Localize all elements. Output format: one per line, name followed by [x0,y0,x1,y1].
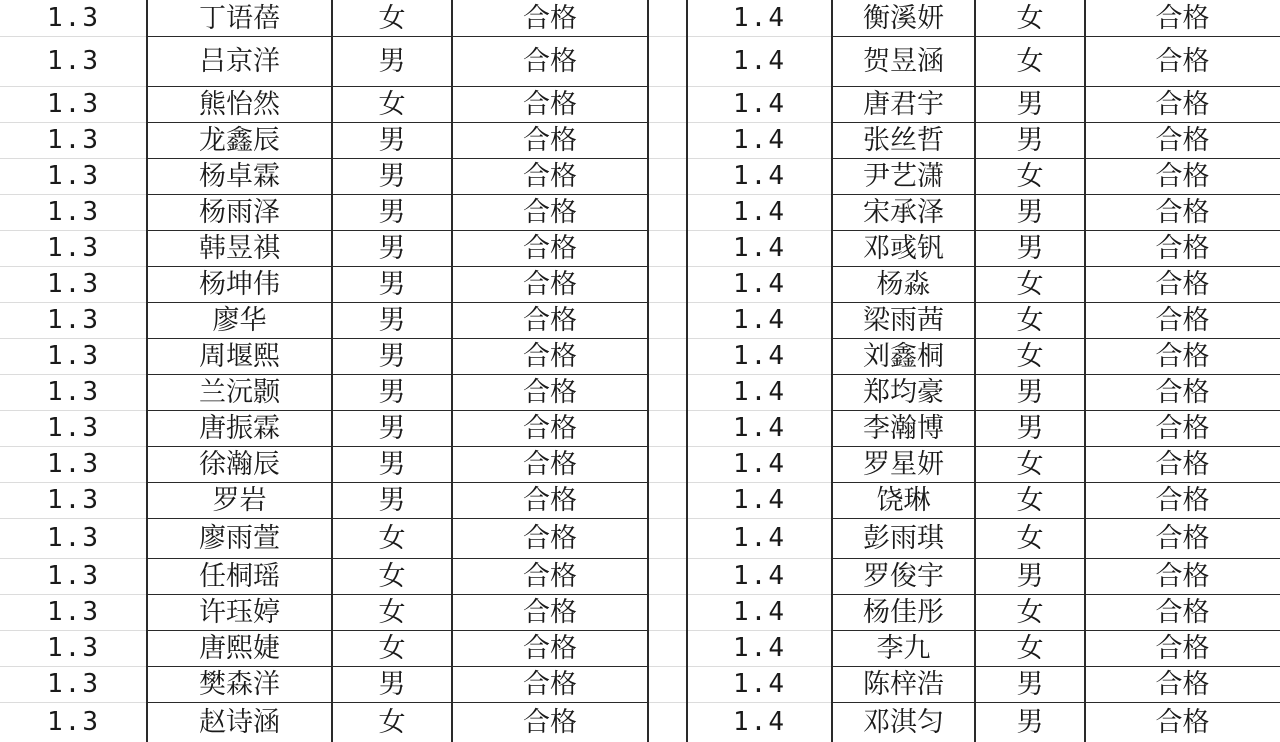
left-cell-name: 龙鑫辰 [199,124,280,156]
row-border [832,122,1280,123]
left-cell-class: 1.3 [47,197,100,227]
right-table-row [0,36,1280,86]
right-cell-class: 1.4 [733,161,786,191]
right-cell-class: 1.4 [733,341,786,371]
left-cell-class: 1.3 [47,341,100,371]
left-cell-name: 任桐瑶 [199,560,280,592]
right-cell-gender: 男 [1016,376,1044,408]
column-border [331,0,333,742]
right-table-row [0,374,1280,410]
right-cell-result: 合格 [1155,632,1210,664]
right-cell-result: 合格 [1155,412,1210,444]
left-cell-gender: 女 [378,522,406,554]
row-border [147,86,648,87]
left-cell-result: 合格 [523,412,577,444]
left-cell-class: 1.3 [47,46,100,76]
row-border [147,194,648,195]
right-cell-gender: 女 [1016,448,1044,480]
right-cell-gender: 女 [1016,268,1044,300]
right-cell-class: 1.4 [733,633,786,663]
column-border [647,0,649,742]
right-cell-gender: 女 [1016,596,1044,628]
left-cell-name: 吕京洋 [199,45,280,77]
right-table-row [0,666,1280,702]
left-cell-name: 赵诗涵 [199,706,280,738]
left-cell-gender: 男 [378,232,406,264]
right-cell-gender: 男 [1016,560,1044,592]
left-cell-name: 杨卓霖 [199,160,280,192]
left-cell-gender: 男 [378,340,406,372]
right-table-row [0,594,1280,630]
right-cell-result: 合格 [1155,522,1210,554]
right-table-row [0,0,1280,36]
left-cell-class: 1.3 [47,305,100,335]
row-border [147,594,648,595]
right-cell-class: 1.4 [733,197,786,227]
left-cell-gender: 女 [378,706,406,738]
right-table-row [0,302,1280,338]
column-border [1084,0,1086,742]
row-border [147,410,648,411]
row-border [147,518,648,519]
right-cell-gender: 男 [1016,412,1044,444]
right-cell-result: 合格 [1155,268,1210,300]
column-border [974,0,976,742]
left-cell-result: 合格 [523,45,577,77]
left-cell-class: 1.3 [47,633,100,663]
right-cell-class: 1.4 [733,46,786,76]
row-border [832,666,1280,667]
right-cell-class: 1.4 [733,413,786,443]
right-cell-gender: 男 [1016,88,1044,120]
left-cell-name: 杨雨泽 [199,196,280,228]
row-border [147,122,648,123]
left-cell-name: 唐熙婕 [199,632,280,664]
left-cell-result: 合格 [523,484,577,516]
left-cell-name: 廖华 [212,304,267,336]
left-cell-gender: 女 [378,596,406,628]
right-cell-class: 1.4 [733,707,786,737]
left-cell-class: 1.3 [47,707,100,737]
right-cell-result: 合格 [1155,304,1210,336]
right-cell-result: 合格 [1155,560,1210,592]
column-border [146,0,148,742]
right-table-row [0,230,1280,266]
right-cell-gender: 女 [1016,160,1044,192]
right-table-row [0,630,1280,666]
left-cell-result: 合格 [523,560,577,592]
row-border [832,36,1280,37]
right-cell-class: 1.4 [733,523,786,553]
left-cell-name: 韩昱祺 [199,232,280,264]
left-cell-result: 合格 [523,232,577,264]
left-cell-result: 合格 [523,340,577,372]
right-cell-name: 张丝哲 [863,124,944,156]
left-cell-name: 杨坤伟 [199,268,280,300]
right-cell-gender: 女 [1016,522,1044,554]
left-cell-gender: 男 [378,124,406,156]
left-cell-name: 兰沅颢 [199,376,280,408]
right-cell-result: 合格 [1155,596,1210,628]
left-cell-result: 合格 [523,304,577,336]
row-border [147,446,648,447]
right-cell-gender: 男 [1016,706,1044,738]
right-cell-class: 1.4 [733,669,786,699]
right-cell-result: 合格 [1155,160,1210,192]
right-cell-result: 合格 [1155,196,1210,228]
left-cell-name: 廖雨萱 [199,522,280,554]
row-border [832,158,1280,159]
right-cell-gender: 女 [1016,45,1044,77]
left-cell-class: 1.3 [47,449,100,479]
left-cell-result: 合格 [523,668,577,700]
left-cell-class: 1.3 [47,561,100,591]
right-table-row [0,158,1280,194]
right-cell-result: 合格 [1155,88,1210,120]
row-border [832,194,1280,195]
left-cell-name: 熊怡然 [199,88,280,120]
row-border [832,594,1280,595]
right-cell-result: 合格 [1155,2,1210,34]
left-cell-result: 合格 [523,596,577,628]
left-cell-gender: 男 [378,412,406,444]
right-cell-name: 邓彧钒 [863,232,944,264]
row-border [147,666,648,667]
right-cell-name: 贺昱涵 [863,45,944,77]
left-cell-class: 1.3 [47,161,100,191]
right-cell-name: 杨佳彤 [863,596,944,628]
right-cell-class: 1.4 [733,597,786,627]
row-border [147,302,648,303]
left-cell-class: 1.3 [47,125,100,155]
row-border [832,446,1280,447]
left-cell-gender: 男 [378,196,406,228]
right-cell-result: 合格 [1155,45,1210,77]
row-border [832,702,1280,703]
right-cell-name: 唐君宇 [863,88,944,120]
row-border [832,230,1280,231]
left-cell-name: 许珏婷 [199,596,280,628]
row-border [147,558,648,559]
row-border [832,482,1280,483]
right-cell-class: 1.4 [733,233,786,263]
row-border [147,158,648,159]
left-cell-name: 周堰熙 [199,340,280,372]
right-cell-gender: 男 [1016,196,1044,228]
left-cell-result: 合格 [523,2,577,34]
right-cell-name: 彭雨琪 [863,522,944,554]
right-cell-class: 1.4 [733,377,786,407]
right-cell-class: 1.4 [733,485,786,515]
right-cell-name: 尹艺潇 [863,160,944,192]
row-border [832,338,1280,339]
row-border [147,630,648,631]
left-cell-result: 合格 [523,196,577,228]
row-border [147,702,648,703]
row-border [832,302,1280,303]
right-table-row [0,482,1280,518]
right-cell-result: 合格 [1155,706,1210,738]
left-cell-class: 1.3 [47,269,100,299]
right-cell-class: 1.4 [733,125,786,155]
right-table-row [0,518,1280,558]
left-cell-result: 合格 [523,632,577,664]
left-cell-gender: 男 [378,484,406,516]
row-border [832,374,1280,375]
right-cell-name: 刘鑫桐 [863,340,944,372]
row-border [147,374,648,375]
right-table-row [0,86,1280,122]
left-cell-class: 1.3 [47,669,100,699]
left-cell-result: 合格 [523,522,577,554]
left-cell-result: 合格 [523,376,577,408]
left-cell-result: 合格 [523,160,577,192]
right-cell-gender: 男 [1016,124,1044,156]
right-cell-name: 梁雨茜 [863,304,944,336]
left-cell-class: 1.3 [47,233,100,263]
right-cell-class: 1.4 [733,305,786,335]
right-cell-name: 李九 [876,632,931,664]
left-cell-class: 1.3 [47,3,100,33]
left-cell-gender: 男 [378,448,406,480]
left-cell-gender: 男 [378,160,406,192]
right-cell-result: 合格 [1155,448,1210,480]
right-cell-result: 合格 [1155,484,1210,516]
row-border [832,558,1280,559]
right-cell-result: 合格 [1155,124,1210,156]
right-cell-class: 1.4 [733,89,786,119]
right-cell-class: 1.4 [733,449,786,479]
left-cell-gender: 男 [378,376,406,408]
right-cell-name: 宋承泽 [863,196,944,228]
left-cell-name: 徐瀚辰 [199,448,280,480]
right-cell-name: 罗星妍 [863,448,944,480]
left-cell-gender: 男 [378,268,406,300]
left-cell-result: 合格 [523,268,577,300]
right-table-row [0,122,1280,158]
left-cell-gender: 男 [378,668,406,700]
left-cell-gender: 女 [378,632,406,664]
right-table-row [0,266,1280,302]
left-cell-class: 1.3 [47,485,100,515]
row-border [147,338,648,339]
right-cell-class: 1.4 [733,561,786,591]
right-cell-gender: 女 [1016,632,1044,664]
column-border [831,0,833,742]
right-cell-name: 杨淼 [876,268,931,300]
left-cell-name: 唐振霖 [199,412,280,444]
right-cell-name: 饶琳 [876,484,931,516]
column-border [686,0,688,742]
left-cell-gender: 女 [378,2,406,34]
row-border [832,410,1280,411]
right-cell-name: 李瀚博 [863,412,944,444]
row-border [832,630,1280,631]
left-cell-gender: 女 [378,88,406,120]
left-cell-result: 合格 [523,706,577,738]
right-cell-gender: 男 [1016,668,1044,700]
left-cell-gender: 女 [378,560,406,592]
row-border [147,230,648,231]
right-cell-name: 衡溪妍 [863,2,944,34]
column-border [451,0,453,742]
right-cell-gender: 女 [1016,304,1044,336]
right-table-row [0,410,1280,446]
left-cell-result: 合格 [523,124,577,156]
right-cell-name: 罗俊宇 [863,560,944,592]
right-cell-result: 合格 [1155,668,1210,700]
row-border [832,266,1280,267]
left-cell-class: 1.3 [47,89,100,119]
right-cell-gender: 男 [1016,232,1044,264]
left-cell-result: 合格 [523,88,577,120]
left-cell-class: 1.3 [47,523,100,553]
left-cell-name: 樊森洋 [199,668,280,700]
right-table-row [0,558,1280,594]
right-cell-gender: 女 [1016,2,1044,34]
left-cell-gender: 男 [378,304,406,336]
left-cell-class: 1.3 [47,377,100,407]
left-cell-class: 1.3 [47,413,100,443]
right-cell-name: 邓淇匀 [863,706,944,738]
right-cell-name: 郑均豪 [863,376,944,408]
right-table-row [0,194,1280,230]
row-border [832,518,1280,519]
right-cell-result: 合格 [1155,232,1210,264]
left-cell-name: 丁语蓓 [199,2,280,34]
right-table-row [0,338,1280,374]
right-table-row [0,702,1280,742]
right-cell-result: 合格 [1155,340,1210,372]
right-cell-class: 1.4 [733,269,786,299]
row-border [832,86,1280,87]
row-border [147,266,648,267]
row-border [147,36,648,37]
row-border [147,482,648,483]
right-cell-gender: 女 [1016,340,1044,372]
right-cell-name: 陈梓浩 [863,668,944,700]
right-cell-class: 1.4 [733,3,786,33]
left-cell-result: 合格 [523,448,577,480]
right-cell-result: 合格 [1155,376,1210,408]
right-table-row [0,446,1280,482]
left-cell-name: 罗岩 [212,484,267,516]
right-cell-gender: 女 [1016,484,1044,516]
left-cell-gender: 男 [378,45,406,77]
left-cell-class: 1.3 [47,597,100,627]
